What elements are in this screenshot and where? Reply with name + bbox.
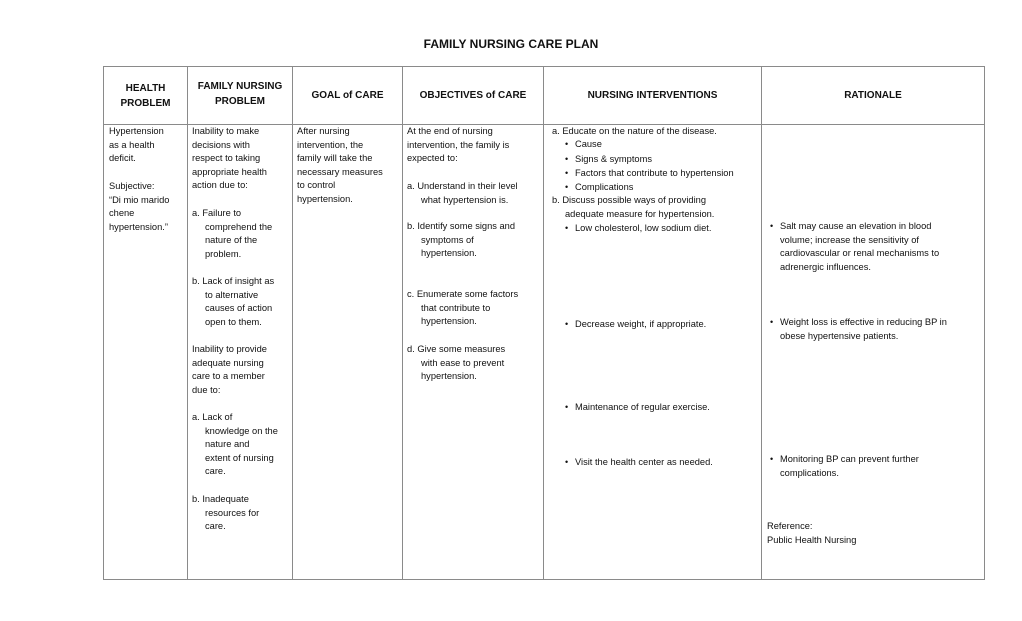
intervention-bullet: • Visit the health center as needed. — [575, 456, 713, 470]
family-problem-item-b1: b. Lack of insight as to alternative causes of action open to them. — [192, 276, 275, 327]
header-objectives-of-care: OBJECTIVES of CARE — [419, 90, 527, 101]
family-problem-item-a1: a. Failure to comprehend the nature of the problem. — [192, 208, 273, 259]
subjective-cue: Subjective: “Di mio marido chene hypertension.” — [109, 181, 170, 232]
objective-item-a: a. Understand in their level what hypertension is. — [407, 181, 518, 205]
intervention-bullet: • Low cholesterol, low sodium diet. — [575, 222, 711, 236]
goal-of-care-text: After nursing intervention, the family will take the necessary measures to control hypertension. — [297, 126, 383, 204]
objective-item-d: d. Give some measures with ease to prevent hypertension. — [407, 344, 506, 382]
objective-item-b: b. Identify some signs and symptoms of hypertension. — [407, 221, 516, 259]
column-divider — [187, 67, 188, 579]
column-divider — [402, 67, 403, 579]
header-family-nursing-problem: FAMILY NURSING PROBLEM — [197, 81, 283, 107]
document-title: FAMILY NURSING CARE PLAN — [423, 37, 599, 51]
intervention-bullet: • Signs & symptoms — [575, 153, 652, 167]
rationale-weight-loss: • Weight loss is effective in reducing BP in obese hypertensive patients. — [780, 316, 947, 343]
header-health-problem: HEALTH PROBLEM — [120, 82, 171, 109]
header-goal-of-care: GOAL of CARE — [311, 90, 384, 101]
rationale-salt: • Salt may cause an elevation in blood volume; increase the sensitivity of cardiovascular or renal mechanisms to adrenergic influences. — [780, 220, 939, 274]
intervention-item-a: a. Educate on the nature of the disease. — [552, 126, 717, 136]
family-problem-intro-2: Inability to provide adequate nursing care to a member due to: — [192, 344, 267, 395]
rationale-monitoring: • Monitoring BP can prevent further complications. — [780, 453, 919, 480]
health-problem-text: Hypertension as a health deficit. — [109, 126, 164, 164]
intervention-bullet: • Complications — [575, 181, 633, 195]
care-plan-table — [103, 66, 985, 580]
intervention-bullet: • Decrease weight, if appropriate. — [575, 318, 706, 332]
intervention-item-b: b. Discuss possible ways of providing adequate measure for hypertension. — [552, 195, 715, 219]
column-divider — [761, 67, 762, 579]
column-divider — [543, 67, 544, 579]
intervention-bullet: • Maintenance of regular exercise. — [575, 401, 710, 415]
column-divider — [292, 67, 293, 579]
family-problem-intro-1: Inability to make decisions with respect to taking appropriate health action due to: — [192, 126, 267, 191]
family-problem-item-b2: b. Inadequate resources for care. — [192, 494, 260, 532]
header-nursing-interventions: NURSING INTERVENTIONS — [587, 90, 718, 101]
family-problem-item-a2: a. Lack of knowledge on the nature and extent of nursing care. — [192, 412, 278, 477]
header-rationale: RATIONALE — [844, 90, 902, 101]
objectives-intro: At the end of nursing intervention, the family is expected to: — [407, 126, 510, 164]
objective-item-c: c. Enumerate some factors that contribute to hypertension. — [407, 289, 519, 327]
reference: Reference: Public Health Nursing — [767, 521, 857, 545]
intervention-bullet: • Factors that contribute to hypertension — [575, 167, 734, 181]
intervention-bullet: • Cause — [575, 138, 602, 152]
